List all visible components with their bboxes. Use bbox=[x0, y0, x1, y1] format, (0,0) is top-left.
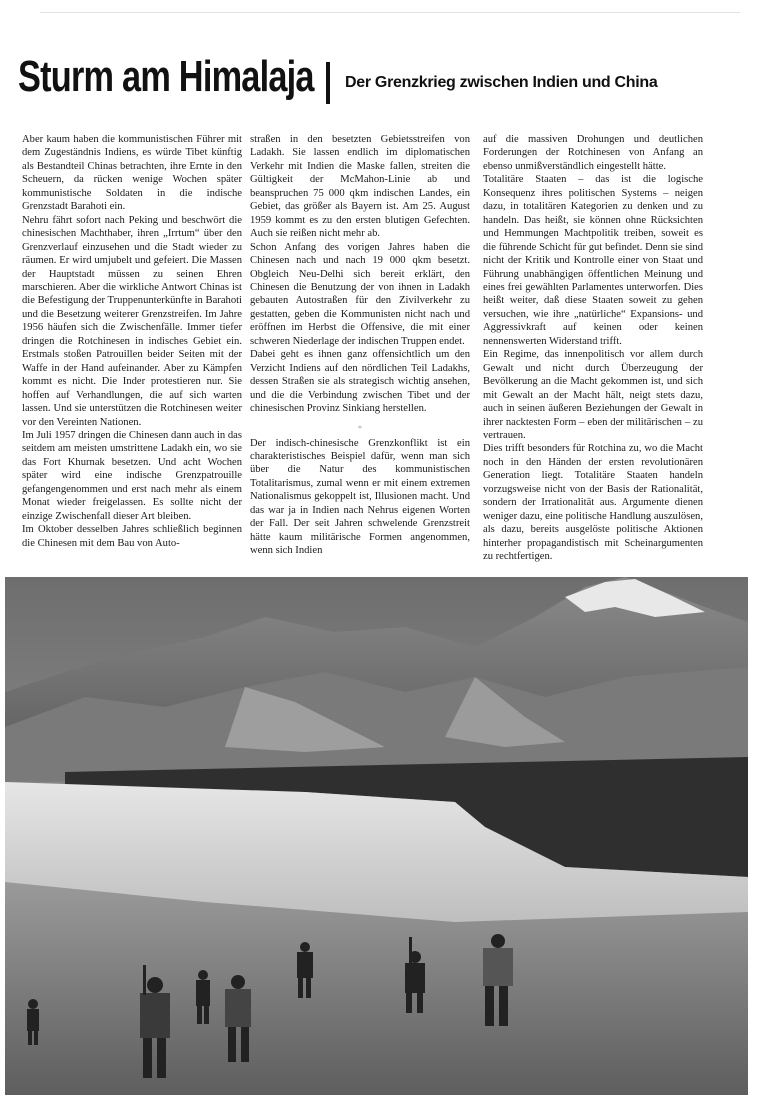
text-column-3 bbox=[483, 133, 703, 564]
text-column-1 bbox=[22, 133, 242, 550]
photo-himalaya-soldiers bbox=[5, 577, 748, 1095]
scan-edge-line bbox=[40, 12, 740, 13]
paragraph: Ein Regime, das innenpolitisch vor allem durch Gewalt und nicht durch Überzeugung der Bevölkerung an die Macht gekommen ist, und sich mit Gewalt an der Macht hält, neigt stets dazu, auch in seinen äußeren Beziehungen der Gewalt in ihrer nacktesten Form – eben der militärischen – zu vertrauen. bbox=[483, 349, 703, 441]
paragraph: Der indisch-chinesische Grenzkonflikt ist ein charakteristisches Beispiel dafür, wenn man sich über die Natur des kommunistischen Totalitarismus, zumal wenn er mit einem extremen Nationalismus gekoppelt ist, Illusionen macht. Und das war ja in Indien nach Nehrus eigenen Worten der Fall. Der seit Jahren schwelende Grenzstreit hätte kaum militärische Formen angenommen, wenn sich Indien bbox=[250, 437, 470, 557]
text-column-2 bbox=[250, 133, 470, 558]
paragraph: Aber kaum haben die kommunistischen Führer mit dem Zugeständnis Indiens, es würde Tibet künftig als Bestandteil Chinas betrachten, ihre Ernte in den Scheuern, da rücken wenige Wochen später kommunistische Soldaten in die indische Grenzstadt Barahoti ein. bbox=[22, 134, 242, 213]
paragraph: Im Juli 1957 dringen die Chinesen dann auch in das seitdem am meisten umstrittene Ladakh ein, wo sie das Fort Khurnak besetzen. Und acht Wochen später wird eine indische Grenzpatrouille gefangengenommen und erst nach mehr als einem Monat wieder freigelassen. Es sollte nicht der einzige Zwischenfall dieser Art bleiben. bbox=[22, 429, 242, 522]
paragraph: Dies trifft besonders für Rotchina zu, wo die Macht noch in den Händen der ersten revolutionären Generation liegt. Totalitäre Staaten handeln vorzugsweise nicht von der Basis der Rationalität, sondern der Irrationalität aus. Argumente dienen weniger dazu, eine politische Handlung auszulösen, als dazu, bereits ausgelöste politische Aktionen hinterher propagandistisch mit Scheinargumenten zu rechtfertigen. bbox=[483, 443, 703, 563]
paragraph: Totalitäre Staaten – das ist die logische Konsequenz ihres politischen Systems – neigen dazu, in totalitären Kategorien zu denken und zu handeln. Das heißt, sie können ohne Rücksichten und Hemmungen Machtpolitik treiben, soweit es die führende Schicht für gut befindet. Denn sie sind nicht der Kritik und Kontrolle einer von Staat und Führung unabhängigen öffentlichen Meinung und eines frei gewählten Parlamentes unterworfen. Dies heißt weiter, daß diese Staaten soweit zu gehen versuchen, wie ihre „natürliche“ Expansions- und Aggressivkraft auf keinen oder keinen nennenswerten Widerstand trifft. bbox=[483, 174, 703, 347]
paragraph: Schon Anfang des vorigen Jahres haben die Chinesen nach und nach 19 000 qkm besetzt. Obgleich Neu-Delhi sich bereit erklärt, den Chinesen die Benutzung der von ihnen in Ladakh gebauten Autostraßen für den Zivilverkehr zu gestatten, geben die Kommunisten nicht nach und eröffnen im Herbst die Offensive, die mit einer schweren Niederlage der indischen Truppen endet. bbox=[250, 241, 470, 347]
paragraph: Dabei geht es ihnen ganz offensichtlich um den Verzicht Indiens auf den nördlichen Teil Ladakhs, dessen Straßen sie als strategisch wichtig ansehen, und die die Verbindung zwischen Tibet und der chinesischen Provinz Sinkiang herstellen. bbox=[250, 349, 470, 415]
article-title: Sturm am Himalaja bbox=[18, 52, 314, 101]
paragraph: straßen in den besetzten Gebietsstreifen von Ladakh. Sie lassen endlich im diplomatischen Verkehr mit Indien die Maske fallen, streiten die Gültigkeit der McMahon-Linie ab und beanspruchen 75 000 qkm indischen Landes, ein Gebiet, das größer als Bayern ist. Am 25. August 1959 kommt es zu den ersten blutigen Gefechten. Auch sie reißen nicht mehr ab. bbox=[250, 134, 470, 240]
article-subtitle: Der Grenzkrieg zwischen Indien und China bbox=[345, 74, 658, 91]
section-separator: * bbox=[358, 423, 362, 433]
title-divider bbox=[326, 62, 330, 104]
paragraph: Im Oktober desselben Jahres schließlich beginnen die Chinesen mit dem Bau von Auto- bbox=[22, 524, 242, 549]
paragraph: Nehru fährt sofort nach Peking und beschwört die chinesischen Machthaber, ihren „Irrtum“ über den Grenzverlauf einzusehen und die Stadt wieder zu räumen. Er wird umjubelt und gefeiert. Die Massen der Hauptstadt müssen zu seinen Ehren marschieren. Aber die wirkliche Antwort Chinas ist die Befestigung der Truppenunterkünfte in Barahoti und die Besetzung weiterer Grenzstreifen. Im Jahre 1956 häufen sich die Zwischenfälle. Immer tiefer dringen die Rotchinesen in indisches Gebiet ein. Erstmals stoßen Patrouillen beider Seiten mit der Waffe in der Hand aufeinander. Aber zu Kämpfen kommt es nicht. Die Inder protestieren nur. Sie hoffen auf Verhandlungen, die auf sich warten lassen. Und sie unterstützen die Rotchinesen weiter vor den Vereinten Nationen. bbox=[22, 214, 242, 428]
paragraph: auf die massiven Drohungen und deutlichen Forderungen der Rotchinesen von Anfang an ebenso unmißverständlich eingestellt hätte. bbox=[483, 134, 703, 172]
